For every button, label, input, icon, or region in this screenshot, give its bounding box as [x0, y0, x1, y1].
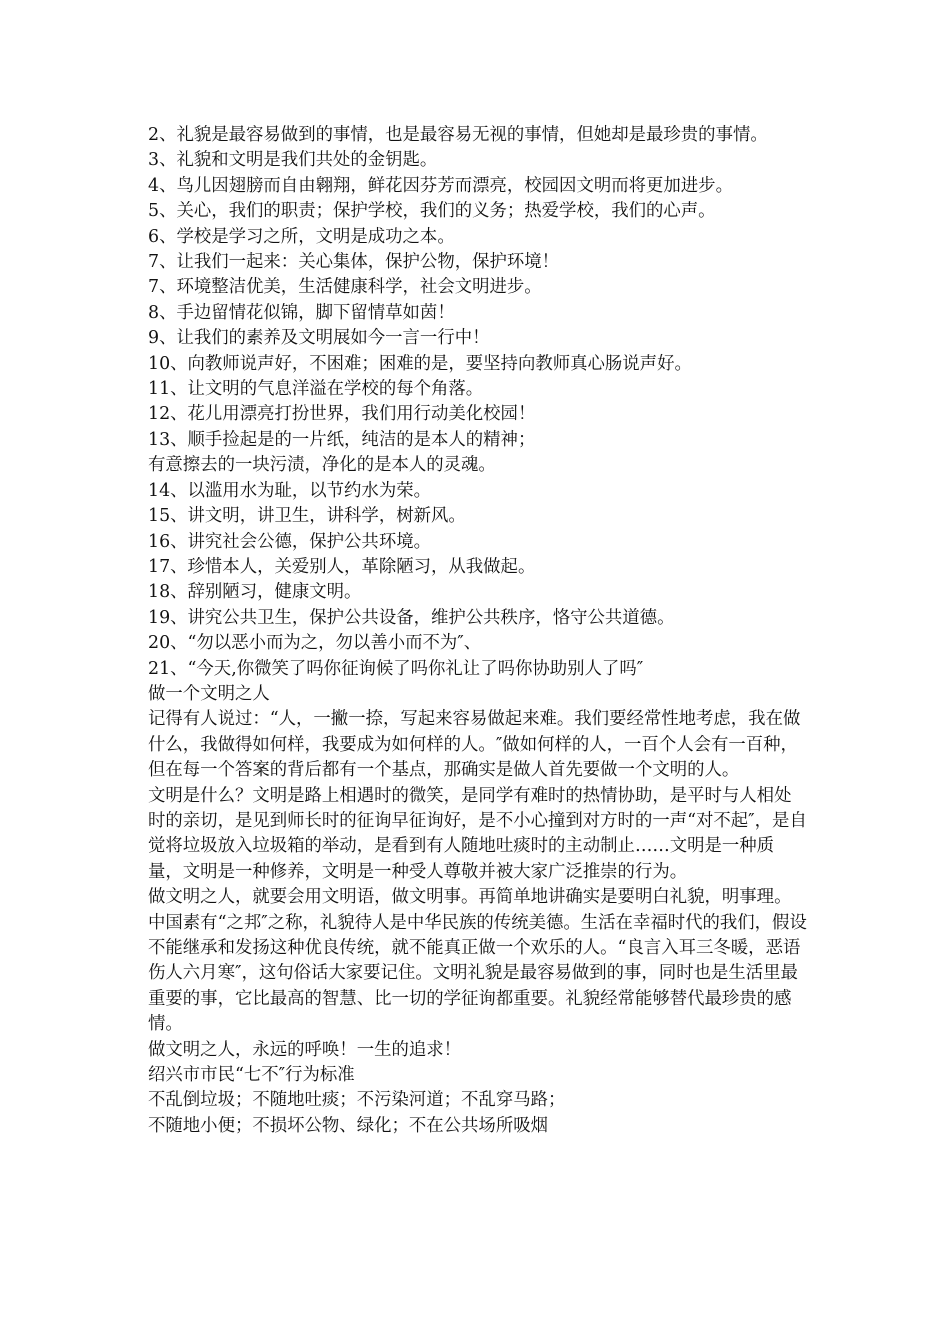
- rule-line: 不乱倒垃圾；不随地吐痰；不污染河道；不乱穿马路；: [148, 1090, 566, 1111]
- slogan-item: 8、手边留情花似锦，脚下留情草如茵！: [148, 302, 455, 323]
- slogan-item: 14、以滥用水为耻，以节约水为荣。: [148, 480, 431, 501]
- rule-line: 不随地小便；不损坏公物、绿化；不在公共场所吸烟: [148, 1115, 548, 1136]
- slogan-item: 19、讲究公共卫生，保护公共设备，维护公共秩序，恪守公共道德。: [148, 607, 675, 628]
- essay-section: [148, 682, 808, 1063]
- slogan-item: 7、让我们一起来：关心集体，保护公物，保护环境！: [148, 252, 560, 273]
- slogan-item: 9、让我们的素养及文明展如今一言一行中！: [148, 328, 490, 349]
- slogan-item: 13、顺手捡起是的一片纸，纯洁的是本人的精神；: [148, 429, 536, 450]
- rules-section: [148, 1063, 808, 1139]
- slogan-item: 6、学校是学习之所，文明是成功之本。: [148, 226, 455, 247]
- essay-paragraph: 做文明之人，永远的呼唤！一生的追求！: [148, 1039, 462, 1060]
- slogan-item: 21、“今天,你微笑了吗你征询候了吗你礼让了吗你协助别人了吗″: [148, 658, 644, 679]
- essay-paragraph: 文明是什么？文明是路上相遇时的微笑，是同学有难时的热情协助，是平时与人相处时的亲切，是见到师长时的征询早征询好，是不小心撞到对方时的一声“对不起″，是自觉将垃圾放入垃圾箱的举动，是看到有人随地吐痰时的主动制止……文明是一种质量，文明是一种修养，文明是一种受人尊敬并被大家广泛推崇的行为。: [148, 785, 807, 882]
- document-body: [148, 123, 808, 1139]
- essay-paragraph: 记得有人说过：“人，一撇一捺，写起来容易做起来难。我们要经常性地考虑，我在做什么，我做得如何样，我要成为如何样的人。″做如何样的人，一百个人会有一百种，但在每一个答案的背后都有一个基点，那确实是做人首先要做一个文明的人。: [148, 709, 801, 781]
- slogan-item: 有意擦去的一块污渍，净化的是本人的灵魂。: [148, 455, 496, 476]
- rules-title: 绍兴市市民“七不″行为标准: [148, 1065, 355, 1086]
- slogan-item: 12、花儿用漂亮打扮世界，我们用行动美化校园！: [148, 404, 536, 425]
- slogan-item: 7、环境整洁优美，生活健康科学，社会文明进步。: [148, 277, 542, 298]
- slogan-list: [148, 123, 808, 682]
- slogan-item: 5、关心，我们的职责；保护学校，我们的义务；热爱学校，我们的心声。: [148, 201, 716, 222]
- slogan-item: 3、礼貌和文明是我们共处的金钥匙。: [148, 150, 438, 171]
- slogan-item: 4、鸟儿因翅膀而自由翱翔，鲜花因芬芳而漂亮，校园因文明而将更加进步。: [148, 175, 733, 196]
- slogan-item: 17、珍惜本人，关爱别人，革除陋习，从我做起。: [148, 556, 536, 577]
- slogan-item: 18、辞别陋习，健康文明。: [148, 582, 362, 603]
- essay-paragraph: 做文明之人，就要会用文明语，做文明事。再简单地讲确实是要明白礼貌，明事理。中国素有“之邦″之称，礼貌待人是中华民族的传统美德。生活在幸福时代的我们，假设不能继承和发扬这种优良传统，就不能真正做一个欢乐的人。“良言入耳三冬暖，恶语伤人六月寒″，这句俗话大家要记住。文明礼貌是最容易做到的事，同时也是生活里最重要的事，它比最高的智慧、比一切的学征询都重要。礼貌经常能够替代最珍贵的感情。: [148, 887, 807, 1035]
- slogan-item: 20、“勿以恶小而为之，勿以善小而不为″、: [148, 633, 482, 654]
- slogan-item: 11、让文明的气息洋溢在学校的每个角落。: [148, 379, 484, 400]
- slogan-item: 2、礼貌是最容易做到的事情，也是最容易无视的事情，但她却是最珍贵的事情。: [148, 125, 768, 145]
- slogan-item: 15、讲文明，讲卫生，讲科学，树新风。: [148, 506, 466, 527]
- slogan-item: 16、讲究社会公德，保护公共环境。: [148, 531, 431, 552]
- slogan-item: 10、向教师说声好，不困难；困难的是，要坚持向教师真心肠说声好。: [148, 353, 692, 374]
- essay-title: 做一个文明之人: [148, 683, 270, 704]
